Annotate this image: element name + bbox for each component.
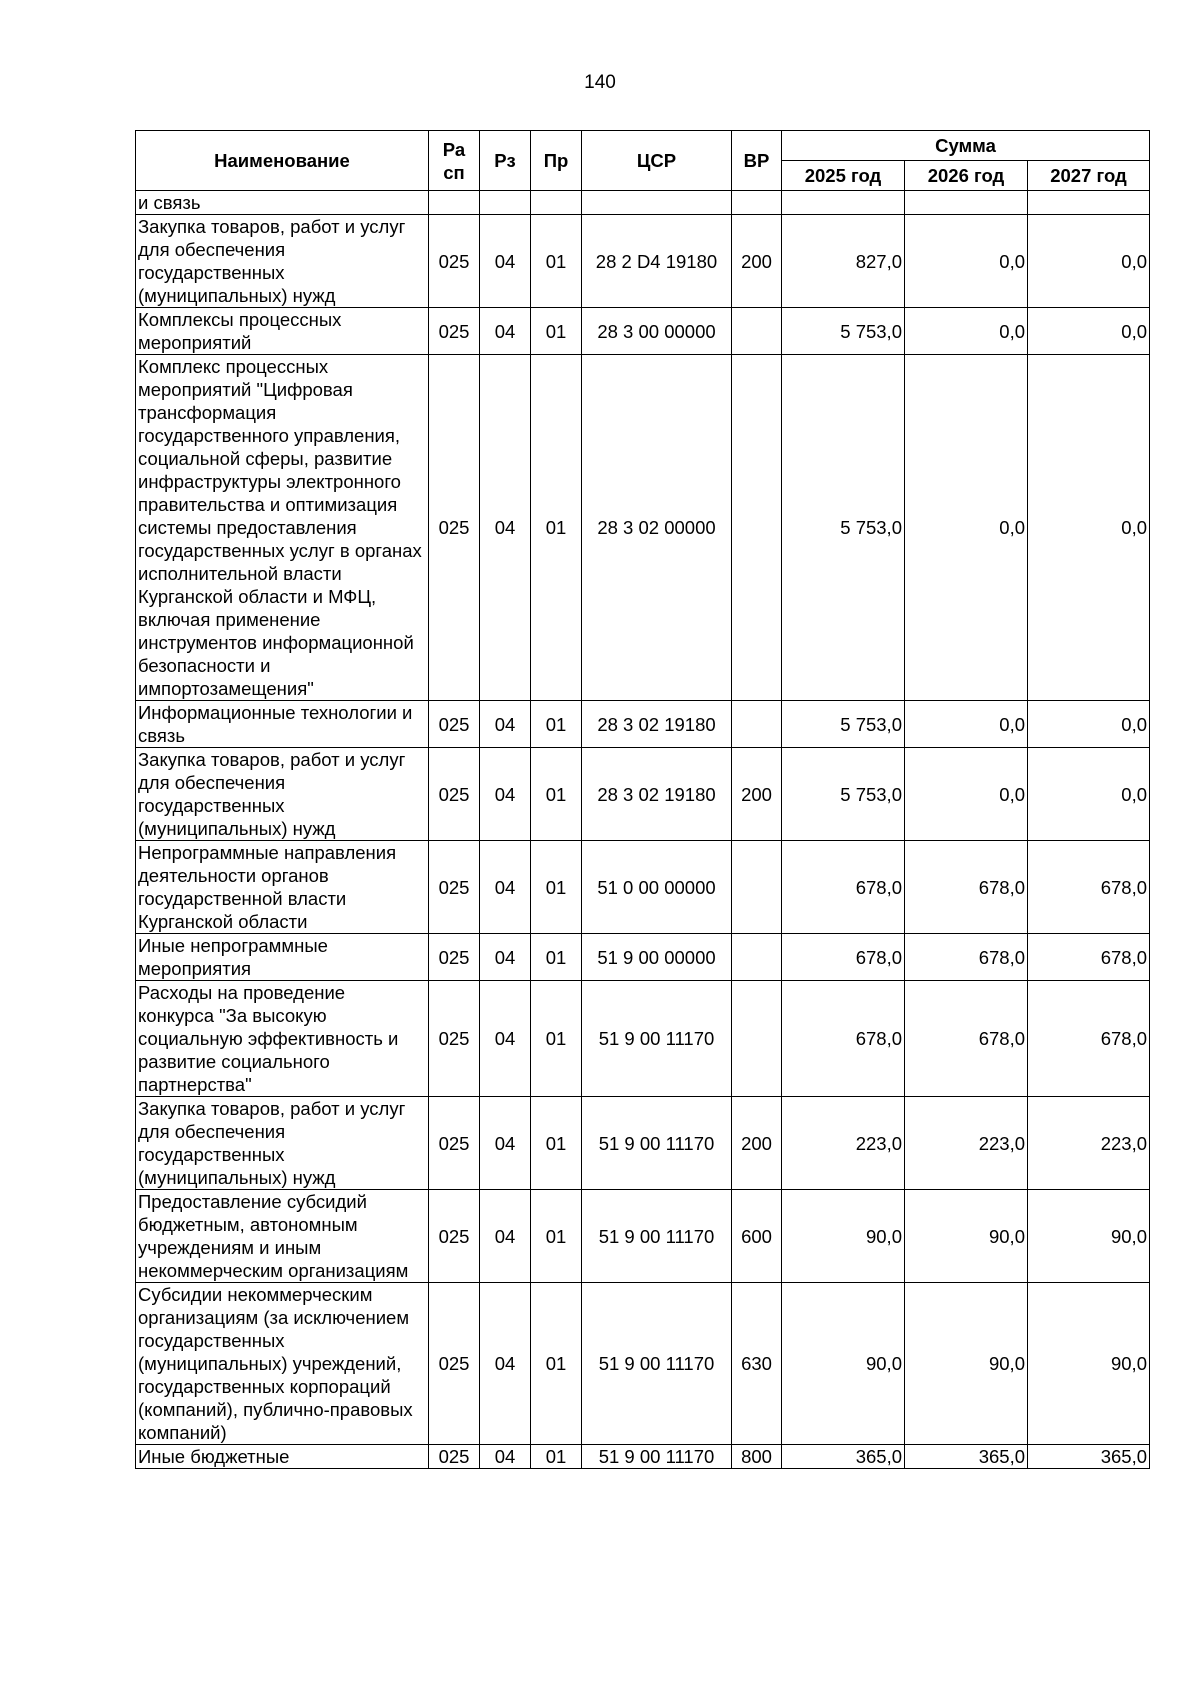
- cell-2025: 678,0: [782, 934, 905, 981]
- cell-rz: [480, 191, 531, 215]
- cell-2025: 827,0: [782, 215, 905, 308]
- cell-2026: 0,0: [905, 701, 1028, 748]
- cell-2027: 0,0: [1028, 748, 1150, 841]
- cell-vr: [732, 934, 782, 981]
- cell-2026: 365,0: [905, 1445, 1028, 1469]
- cell-csr: 28 3 02 00000: [582, 355, 732, 701]
- cell-2027: 678,0: [1028, 934, 1150, 981]
- cell-2027: [1028, 191, 1150, 215]
- header-2027: 2027 год: [1028, 161, 1150, 191]
- cell-vr: 600: [732, 1190, 782, 1283]
- cell-name: Иные непрограммные мероприятия: [136, 934, 429, 981]
- cell-rasp: 025: [429, 981, 480, 1097]
- cell-2025: [782, 191, 905, 215]
- header-csr: ЦСР: [582, 131, 732, 191]
- cell-vr: 800: [732, 1445, 782, 1469]
- cell-vr: 200: [732, 215, 782, 308]
- cell-rasp: 025: [429, 355, 480, 701]
- cell-rasp: 025: [429, 701, 480, 748]
- cell-pr: 01: [531, 981, 582, 1097]
- cell-rasp: 025: [429, 215, 480, 308]
- header-pr: Пр: [531, 131, 582, 191]
- table-row: [136, 1283, 1150, 1445]
- cell-2027: 90,0: [1028, 1283, 1150, 1445]
- cell-pr: 01: [531, 934, 582, 981]
- cell-2025: 678,0: [782, 981, 905, 1097]
- cell-name: Предоставление субсидий бюджетным, автономным учреждениям и иным некоммерческим организациям: [136, 1190, 429, 1283]
- cell-pr: 01: [531, 308, 582, 355]
- cell-name: Субсидии некоммерческим организациям (за исключением государственных (муниципальных) учреждений, государственных корпораций (компаний), публично-правовых компаний): [136, 1283, 429, 1445]
- cell-name: Иные бюджетные: [136, 1445, 429, 1469]
- cell-2027: 0,0: [1028, 308, 1150, 355]
- cell-pr: 01: [531, 1445, 582, 1469]
- cell-2027: 0,0: [1028, 215, 1150, 308]
- header-vr: ВР: [732, 131, 782, 191]
- cell-pr: [531, 191, 582, 215]
- cell-vr: [732, 308, 782, 355]
- cell-csr: [582, 191, 732, 215]
- cell-2026: 90,0: [905, 1283, 1028, 1445]
- cell-csr: 51 9 00 11170: [582, 1445, 732, 1469]
- table-row: [136, 1190, 1150, 1283]
- cell-rz: 04: [480, 1283, 531, 1445]
- cell-rasp: 025: [429, 308, 480, 355]
- cell-2026: 0,0: [905, 215, 1028, 308]
- cell-2025: 223,0: [782, 1097, 905, 1190]
- table-row: [136, 1097, 1150, 1190]
- cell-rasp: 025: [429, 841, 480, 934]
- cell-vr: 200: [732, 748, 782, 841]
- cell-2027: 365,0: [1028, 1445, 1150, 1469]
- table-row: [136, 355, 1150, 701]
- cell-2027: 0,0: [1028, 355, 1150, 701]
- cell-name: Закупка товаров, работ и услуг для обеспечения государственных (муниципальных) нужд: [136, 1097, 429, 1190]
- table-body: [136, 191, 1150, 1469]
- cell-pr: 01: [531, 701, 582, 748]
- cell-rz: 04: [480, 934, 531, 981]
- cell-rz: 04: [480, 841, 531, 934]
- cell-2026: 678,0: [905, 981, 1028, 1097]
- table-row: [136, 981, 1150, 1097]
- cell-rz: 04: [480, 1445, 531, 1469]
- cell-name: и связь: [136, 191, 429, 215]
- cell-2027: 678,0: [1028, 981, 1150, 1097]
- cell-rasp: 025: [429, 748, 480, 841]
- table-row: [136, 701, 1150, 748]
- table-row: [136, 841, 1150, 934]
- cell-2026: 0,0: [905, 748, 1028, 841]
- cell-pr: 01: [531, 841, 582, 934]
- cell-2027: 678,0: [1028, 841, 1150, 934]
- cell-rz: 04: [480, 748, 531, 841]
- budget-table: [135, 130, 1150, 1469]
- cell-2025: 365,0: [782, 1445, 905, 1469]
- cell-vr: 630: [732, 1283, 782, 1445]
- cell-csr: 51 9 00 11170: [582, 981, 732, 1097]
- cell-vr: [732, 701, 782, 748]
- cell-csr: 28 3 02 19180: [582, 748, 732, 841]
- cell-2026: 0,0: [905, 355, 1028, 701]
- cell-2025: 5 753,0: [782, 748, 905, 841]
- cell-rz: 04: [480, 308, 531, 355]
- cell-csr: 28 2 D4 19180: [582, 215, 732, 308]
- cell-csr: 51 9 00 00000: [582, 934, 732, 981]
- page-number: 140: [584, 72, 616, 93]
- cell-rz: 04: [480, 1097, 531, 1190]
- table-row: [136, 748, 1150, 841]
- cell-vr: [732, 981, 782, 1097]
- header-rasp: [429, 131, 480, 191]
- cell-csr: 51 0 00 00000: [582, 841, 732, 934]
- cell-2027: 223,0: [1028, 1097, 1150, 1190]
- cell-2025: 5 753,0: [782, 308, 905, 355]
- cell-name: Закупка товаров, работ и услуг для обеспечения государственных (муниципальных) нужд: [136, 748, 429, 841]
- cell-name: Комплекс процессных мероприятий "Цифровая трансформация государственного управления, социальной сферы, развитие инфраструктуры электронного правительства и оптимизация системы предоставления государственных услуг в органах исполнительной власти Курганской области и МФЦ, включая применение инструментов информационной безопасности и импортозамещения": [136, 355, 429, 701]
- cell-vr: [732, 841, 782, 934]
- cell-2026: 0,0: [905, 308, 1028, 355]
- header-rasp-bottom: сп: [443, 161, 465, 183]
- cell-pr: 01: [531, 1190, 582, 1283]
- cell-rasp: 025: [429, 1190, 480, 1283]
- cell-pr: 01: [531, 215, 582, 308]
- cell-2026: 678,0: [905, 841, 1028, 934]
- cell-rz: 04: [480, 701, 531, 748]
- header-sum: Сумма: [782, 131, 1150, 161]
- cell-name: Закупка товаров, работ и услуг для обеспечения государственных (муниципальных) нужд: [136, 215, 429, 308]
- cell-pr: 01: [531, 1283, 582, 1445]
- cell-rasp: 025: [429, 1445, 480, 1469]
- cell-rz: 04: [480, 1190, 531, 1283]
- table-row: [136, 191, 1150, 215]
- cell-vr: [732, 355, 782, 701]
- header-rz: Рз: [480, 131, 531, 191]
- header-2025: 2025 год: [782, 161, 905, 191]
- cell-name: Непрограммные направления деятельности органов государственной власти Курганской области: [136, 841, 429, 934]
- cell-csr: 28 3 02 19180: [582, 701, 732, 748]
- cell-pr: 01: [531, 1097, 582, 1190]
- table-row: [136, 308, 1150, 355]
- cell-2025: 5 753,0: [782, 701, 905, 748]
- cell-rz: 04: [480, 981, 531, 1097]
- cell-2027: 90,0: [1028, 1190, 1150, 1283]
- cell-2026: 90,0: [905, 1190, 1028, 1283]
- cell-2026: 678,0: [905, 934, 1028, 981]
- cell-2025: 90,0: [782, 1283, 905, 1445]
- cell-rasp: 025: [429, 1283, 480, 1445]
- cell-2025: 678,0: [782, 841, 905, 934]
- header-rasp-top: Ра: [442, 138, 466, 160]
- cell-vr: [732, 191, 782, 215]
- header-name: Наименование: [136, 131, 429, 191]
- cell-name: Расходы на проведение конкурса "За высокую социальную эффективность и развитие социального партнерства": [136, 981, 429, 1097]
- table-row: [136, 934, 1150, 981]
- header-2026: 2026 год: [905, 161, 1028, 191]
- cell-name: Информационные технологии и связь: [136, 701, 429, 748]
- cell-2026: 223,0: [905, 1097, 1028, 1190]
- cell-rz: 04: [480, 355, 531, 701]
- cell-2027: 0,0: [1028, 701, 1150, 748]
- cell-csr: 28 3 00 00000: [582, 308, 732, 355]
- cell-pr: 01: [531, 355, 582, 701]
- cell-2025: 5 753,0: [782, 355, 905, 701]
- cell-rz: 04: [480, 215, 531, 308]
- cell-rasp: [429, 191, 480, 215]
- cell-csr: 51 9 00 11170: [582, 1097, 732, 1190]
- cell-name: Комплексы процессных мероприятий: [136, 308, 429, 355]
- cell-csr: 51 9 00 11170: [582, 1190, 732, 1283]
- cell-2026: [905, 191, 1028, 215]
- cell-csr: 51 9 00 11170: [582, 1283, 732, 1445]
- table-row: [136, 215, 1150, 308]
- table-row: [136, 1445, 1150, 1469]
- cell-2025: 90,0: [782, 1190, 905, 1283]
- cell-rasp: 025: [429, 1097, 480, 1190]
- cell-rasp: 025: [429, 934, 480, 981]
- cell-vr: 200: [732, 1097, 782, 1190]
- cell-pr: 01: [531, 748, 582, 841]
